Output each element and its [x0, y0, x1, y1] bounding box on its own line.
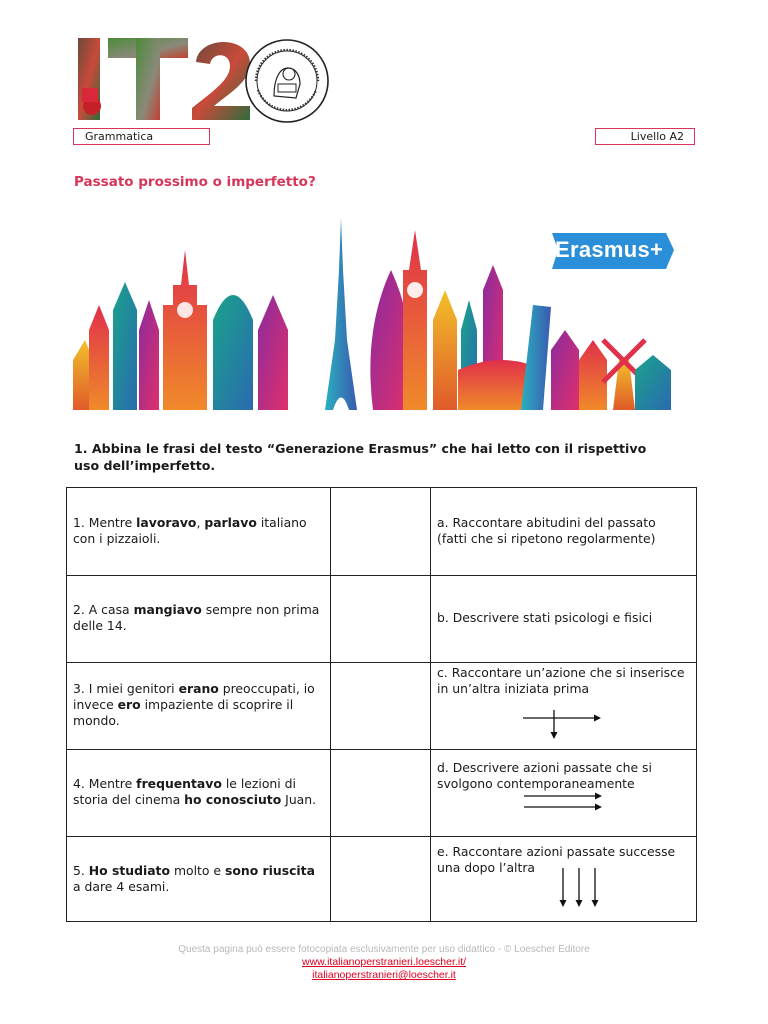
answer-cell-1[interactable]	[331, 488, 430, 575]
sentence-text: 3. I miei genitori	[73, 681, 179, 696]
verb-highlight: Ho studiato	[88, 863, 170, 878]
sentence-2	[73, 602, 323, 634]
footer-website-link[interactable]: www.italianoperstranieri.loescher.it/	[302, 956, 466, 968]
loescher-seal	[244, 38, 330, 124]
verb-highlight: sono riuscita	[224, 863, 315, 878]
arrow-diagram-interrupt	[517, 710, 607, 740]
footer-email-link[interactable]: italianoperstranieri@loescher.it	[312, 969, 456, 981]
verb-highlight: ho conosciuto	[184, 792, 282, 807]
verb-highlight: ero	[117, 697, 141, 712]
verb-highlight: parlavo	[204, 515, 257, 530]
sentence-text: preoccupati, io invece	[73, 681, 315, 712]
verb-highlight: mangiavo	[133, 602, 202, 617]
sentence-1	[73, 515, 323, 547]
use-d: d. Descrivere azioni passate che si svolgono contemporaneamente	[437, 760, 652, 791]
page-title: Passato prossimo o imperfetto?	[74, 174, 316, 190]
sentence-text: ,	[196, 515, 205, 530]
sentence-text: sempre non prima delle 14.	[73, 602, 320, 633]
answer-cell-5[interactable]	[331, 837, 430, 923]
sentence-5	[73, 863, 323, 895]
use-e: e. Raccontare azioni passate successe una dopo l’altra	[437, 844, 676, 875]
sentence-text: 5.	[73, 863, 89, 878]
level-label: Livello A2	[595, 128, 695, 145]
verb-highlight: erano	[178, 681, 219, 696]
sentence-text: molto e	[170, 863, 225, 878]
sentence-3	[73, 681, 323, 729]
sentence-text: le lezioni di storia del cinema	[73, 776, 296, 807]
sentence-text: a dare 4 esami.	[73, 879, 170, 894]
verb-highlight: lavoravo	[136, 515, 197, 530]
verb-highlight: frequentavo	[136, 776, 222, 791]
sentence-text: impaziente di scoprire il mondo.	[73, 697, 294, 728]
matching-table	[66, 487, 697, 922]
arrow-diagram-sequence	[557, 866, 602, 910]
footer-copyright-note: Questa pagina può essere fotocopiata esclusivamente per uso didattico - © Loescher Editore	[178, 944, 590, 955]
answer-cell-3[interactable]	[331, 663, 430, 749]
sentence-text: Juan.	[281, 792, 317, 807]
sentence-text: 4. Mentre	[73, 776, 137, 791]
section-label: Grammatica	[73, 128, 210, 145]
sentence-text: 1. Mentre	[73, 515, 137, 530]
sentence-text: 2. A casa	[73, 602, 134, 617]
answer-cell-4[interactable]	[331, 750, 430, 836]
erasmus-badge-text: Erasmus+	[555, 237, 664, 262]
sentence-4	[73, 776, 323, 808]
use-b: b. Descrivere stati psicologi e fisici	[437, 610, 653, 625]
use-c: c. Raccontare un’azione che si inserisce in un’altra iniziata prima	[437, 665, 685, 696]
use-a: a. Raccontare abitudini del passato (fatti che si ripetono regolarmente)	[437, 515, 656, 546]
sentence-text: italiano con i pizzaioli.	[73, 515, 307, 546]
arrow-diagram-parallel	[522, 791, 607, 813]
answer-cell-2[interactable]	[331, 576, 430, 662]
exercise-instruction: 1. Abbina le frasi del testo “Generazione Erasmus” che hai letto con il rispettivo uso dell’imperfetto.	[74, 441, 647, 473]
